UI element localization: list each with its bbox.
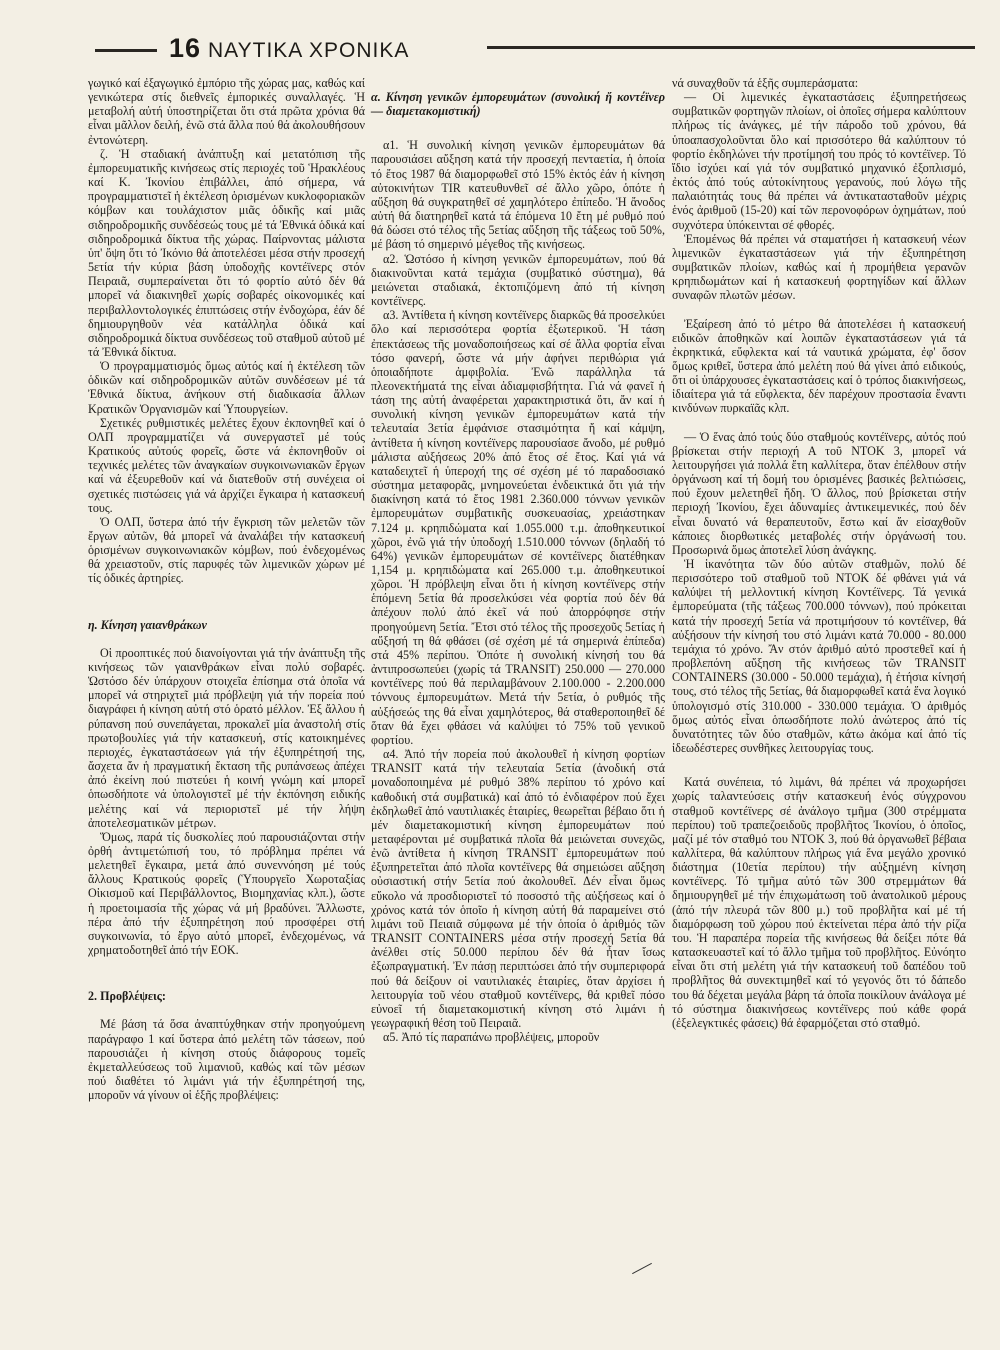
paragraph: α5. Ἀπό τίς παραπάνω προβλέψεις, μποροῦν xyxy=(383,1030,600,1045)
text-column-2 xyxy=(371,76,665,1044)
paragraph: Μέ βάση τά ὅσα ἀναπτύχθηκαν στήν προηγούμενη παράγραφο 1 καί ὕστερα ἀπό μελέτη τῶν τάσεων, πού παρουσιάζει ἡ κίνηση στούς διάφορους τομεῖς ἐκμεταλλεύσεως τοῦ λιμανιοῦ, καθώς καί τῶν μέσων πού διαθέτει τό λιμάνι γιά τήν ἐξυπηρέτησή της, μποροῦν νά γίνουν οἱ ἑξῆς προβλέψεις: xyxy=(88,1017,365,1103)
paragraph: α3. Ἀντίθετα ἡ κίνηση κοντέϊνερς διαρκῶς θά προσελκύει ὅλο καί περισσότερα φορτία ἐξωτερικοῦ. Ἡ τάση ἐπεκτάσεως τῆς μοναδοποιήσεως καί σέ ἄλλα φορτία εἶναι τόσο φανερή, ὥστε νά μήν ἀφήνει περιθώρια γιά ὁποιαδήποτε ἀμφιβολία. Ἐνῶ παράλληλα τά πλεονεκτήματά της εἶναι ἀδιαμφισβήτητα. Γιά νά φανεῖ ἡ τάση της αὐτή ἀναφέρεται χαρακτηριστικά ὅτι, ἄν καί ἡ συνολική κίνηση γενικῶν ἐμπορευμάτων κατά τήν τελευταία 3ετία ἐμφάνισε στασιμότητα ἤ καί κάμψη, ἀντίθετα ἡ κίνηση κοντέϊνερς παρουσίασε ἄνοδο, μέ ρυθμό μάλιστα αὐξήσεως 20% ἀπό ἔτος σέ ἔτος. Καί γιά νά καταδειχτεῖ ἡ ὑπεροχή της σέ σχέση μέ τό παραδοσιακό σύστημα μεταφορᾶς, μνημονεύεται ἐνδεικτικά ὅτι γιά τήν διακίνηση κατά τό ἔτος 1981 2.360.000 τόννων γενικῶν ἐμπορευμάτων συμβατικῆς συσκευασίας, χρειάστηκαν 7.124 μ. κρηπιδώματα καί 1.055.000 τ.μ. ἀποθηκευτικοί χῶροι, ἐνῶ γιά τήν ὑποδοχή 1.510.000 τόννων (δηλαδή τό 64%) γενικῶν ἐμπορευμάτων σέ κοντέϊνερς διατέθηκαν 1,154 μ. κρηπιδώματα καί 265.000 τ.μ. ἀποθηκευτικοί χῶροι. Ἡ πρόβλεψη εἶναι ὅτι ἡ κίνηση κοντέϊνερς στήν ἑπόμενη 5ετία θά προσελκύσει νέα φορτία πού δέν θά ἀπέχουν πολύ ἀπό ἐκεῖ νά πού ἀπορρόφησε στήν προηγούμενη 5ετία. Ἔτσι στό τέλος τῆς προσεχοῦς 5ετίας ἡ αὔξησή τη θά φθάσει (σέ σχέση μέ τά σημερινά ἐπίπεδα) στά 45% περίπου. Ὁπότε ἡ συνολική κίνησή του θά ἀντιπροσωπεύει (χωρίς τά TRANSIT) 250.000 — 270.000 κοντέϊνερς πού θά περιλαμβάνουν 2.100.000 - 2.200.000 τόννους ἐμπορευμάτων. Μετά τήν 5ετία, ὁ ρυθμός τῆς αὐξήσεώς της θά εἶναι χαμηλότερος, θά σταθεροποιηθεῖ δέ ὅταν θά ἔχει φθάσει νά καλύψει τό 75% τοῦ γενικοῦ φορτίου. xyxy=(371,308,665,747)
paragraph: — Ὁ ἕνας ἀπό τούς δύο σταθμούς κοντέϊνερς, αὐτός πού βρίσκεται στήν περιοχή Α τοῦ ΝΤΟΚ 3, μπορεῖ νά λειτουργήσει γιά πολλά ἔτη καλλίτερα, ὅταν ἐπέλθουν στήν ὀργάνωση καί τή δομή του ὁρισμένες βασικές βελτιώσεις, πού ἔχουν μελετηθεῖ ἤδη. Ὁ ἄλλος, πού βρίσκεται στήν περιοχή Ἰκονίου, ἔχει ἀδυναμίες ἀντικειμενικές, πού δέν εἶναι δυνατό νά θεραπευτοῦν, ἔστω καί ἄν εἰσαχθοῦν κάποιες διορθωτικές μεταβολές στήν ὀργάνωσή του. Προσωρινά ὅμως ἀποτελεῖ λύση ἀνάγκης. xyxy=(672,429,966,557)
paragraph: α1. Ἡ συνολική κίνηση γενικῶν ἐμπορευμάτων θά παρουσιάσει αὔξηση κατά τήν προσεχή πενταετία, ἡ ὁποία τό ἔτος 1987 θά διαμορφωθεῖ στό 15% ἐκτός ἐάν ἡ κίνηση αὐτοκινήτων TIR κατευθυνθεῖ σέ ἄλλο χῶρο, ὁπότε ἡ αὔξηση θά συγκρατηθεῖ σέ χαμηλότερο ἐπίπεδο. Ἡ ἄνοδος αὐτή θά διατηρηθεῖ κατά τά ἑπόμενα 10 ἔτη μέ ρυθμό πού θά δώσει στό τέλος τῆς 5ετίας αὔξηση τῆς τάξεως τοῦ 50%, μέ βάση τό σημερινό μέγεθος τῆς κινήσεως. xyxy=(371,138,665,252)
continuation-mark xyxy=(632,1263,652,1274)
paragraph: νά συναχθοῦν τά ἑξῆς συμπεράσματα: xyxy=(672,76,859,90)
text-column-3 xyxy=(672,76,966,1030)
paragraph: Ἑπομένως θά πρέπει νά σταματήσει ἡ κατασκευή νέων λιμενικῶν ἐγκαταστάσεων γιά τήν ἐξυπηρέτηση συμβατικῶν πλοίων, καθώς καί ἡ προμήθεια γερανῶν κρηπιδωμάτων καί ἡ κατασκευή φορτηγίδων καί ἄλλων συναφῶν πλωτῶν μέσων. xyxy=(672,231,966,303)
paragraph: α2. Ὡστόσο ἡ κίνηση γενικῶν ἐμπορευμάτων, πού θά διακινοῦνται κατά τεμάχια (συμβατικό σύστημα), θά μειώνεται σταδιακά, ἐκτοπιζόμενη ἀπό τή κίνηση κοντέϊνερς. xyxy=(371,251,665,309)
page-header xyxy=(95,33,975,68)
paragraph: Ἐξαίρεση ἀπό τό μέτρο θά ἀποτελέσει ἡ κατασκευή ειδικῶν ἀποθηκῶν καί λοιπῶν ἐγκαταστάσεων γιά τά ἐκρηκτικά, εὔφλεκτα καί τά ναυτικά χρώματα, ἐφ' ὅσον ὅμως κριθεῖ, ὕστερα ἀπό μελέτη πού θά γίνει ἀπό ειδικούς, ὅτι οἱ ὑπάρχουσες ἐγκαταστάσεις καί ὁ τρόπος διακινήσεως, ἰδιαίτερα γιά τά εὔφλεκτα, δέν παρέχουν προστασία ἔναντι κινδύνων πυρκαϊᾶς κλπ. xyxy=(672,316,966,416)
header-rule-left xyxy=(95,49,157,52)
section-heading-coal: η. Κίνηση γαιανθράκων xyxy=(88,617,207,632)
text-column-1 xyxy=(88,76,365,1102)
section-heading-forecasts: 2. Προβλέψεις: xyxy=(88,989,166,1004)
paragraph: γωγικό καί ἐξαγωγικό ἐμπόριο τῆς χώρας μας, καθώς καί γενικώτερα στίς διεθνεῖς ἐμπορικές συναλλαγές. Ἡ μεταβολή αὐτή ὑποστηρίζεται ὅτι στά πρῶτα χρόνια θά εἶναι μᾶλλον δειλή, ἐνῶ στά ἄλλα πού θά ἀκολουθήσουν ἐντονώτερη. xyxy=(88,76,365,147)
section-heading-general-cargo: α. Κίνηση γενικῶν ἐμπορευμάτων (συνολική ἤ κοντέϊνερ — διαμετακομιστική) xyxy=(371,90,665,119)
paragraph: Οἱ προοπτικές πού διανοίγονται γιά τήν ἀνάπτυξη τῆς κινήσεως τῶν γαιανθράκων εἶναι πολύ σοβαρές. Ὡστόσο δέν ὑπάρχουν στοιχεῖα ἐπίσημα στά ὁποῖα νά μπορεῖ νά στηριχτεῖ μιά πρόβλεψη γιά τήν πορεία πού διαγράφει ἡ κίνηση αὐτή στό ὁρατό μέλλον. Ἐξ ἄλλου ἡ ρύπανση πού συνεπάγεται, προκαλεῖ μία ἀναστολή στίς πρωτοβουλίες γιά τήν κατασκευή, στίς κατοικημένες περιοχές, ἐγκαταστάσεων γιά τήν ἐξυπηρέτησή της, ἄσχετα ἄν ἡ πραγματική ἔκταση τῆς ρυπάνσεως ἀπέχει ἀπό ἐκείνη πού πιστεύει ἡ κοινή γνώμη καί μπορεῖ ὁπωσδήποτε νά ὑπολογιστεῖ μέ τήν ἐκπόνηση ειδικής μελέτης καί νά περιοριστεῖ μέ τήν λήψη ἀποτελεσματικῶν μέτρων. xyxy=(88,645,365,830)
paragraph: Κατά συνέπεια, τό λιμάνι, θά πρέπει νά προχωρήσει χωρίς ταλαντεύσεις στήν κατασκευή ἑνός σύγχρονου σταθμοῦ κοντέϊνερς σέ ἀνάλογο τμῆμα (300 στρέμματα περίπου) τοῦ τραπεζοειδοῦς προβλῆτος Ἰκονίου, ὁ ὁποῖος, μαζί μέ τόν σταθμό του ΝΤΟΚ 3, πού θά ὀργανωθεῖ βέβαια καλλίτερα, θά καλύπτουν πλήρως γιά ἕνα μεγάλο χρονικό διάστημα (10ετία περίπου) τήν αὐξημένη κίνηση κοντέϊνερς. Τό τμῆμα αὐτό τῶν 300 στρεμμάτων θά δημιουργηθεῖ μέ τήν ἐπιχωμάτωση τοῦ ἀνατολικοῦ μέρους (ἀπό τήν πλευρά τῶν 800 μ.) τοῦ προβλῆτα καί μέ τή διαμόρφωση τοῦ χώρου πού ἐκτείνεται πέρα ἀπό τήν ρίζα του. Ἡ παραπέρα πορεία τῆς κινήσεως θά δείξει πότε θά κατασκευαστεῖ καί τό ἄλλο τμῆμα τοῦ προβλῆτος. Εὐνόητο εἶναι ὅτι στή μελέτη γιά τήν κατασκευή τοῦ δαπέδου τοῦ προβλῆτος θά συνεκτιμηθεῖ καί τό γεγονός ὅτι τό δάπεδο του θά δέχεται μεγάλα βάρη τά ὁποῖα ποικίλουν ἀνάλογα μέ τό σύστημα διακινήσεως κοντέϊνερς πού κάθε φορά (ἐξελεγκτικές φάσεις) θά ἐφαρμόζεται στό σταθμό. xyxy=(672,775,966,1030)
paragraph: Ὁ ΟΛΠ, ὕστερα ἀπό τήν ἔγκριση τῶν μελετῶν τῶν ἔργων αὐτῶν, θά μπορεῖ νά ἀναλάβει τήν κατασκευή ὁρισμένων συγκοινωνιακῶν κόμβων, πού ἐνδεχομένως θά χρειαστοῦν, στίς παρυφές τῶν λιμενικῶν χώρων μέ τίς ὁδικές ἀρτηρίες. xyxy=(88,514,365,586)
paragraph: Σχετικές ρυθμιστικές μελέτες ἔχουν ἐκπονηθεῖ καί ὁ ΟΛΠ προγραμματίζει νά συνεργαστεῖ μέ τούς Κρατικούς αὐτούς φορεῖς, ὥστε νά ἐκπονηθοῦν οἱ τεχνικές μελέτες τῶν ἀναγκαίων συγκοινωνιακῶν ἔργων καί νά ἐξευρεθοῦν καί νά διατεθοῦν στή συνέχεια οἱ σχετικές πιστώσεις γιά νά ἀρχίζει ἔγκαιρα ἡ κατασκευή τους. xyxy=(88,415,365,515)
paragraph: ζ. Ἡ σταδιακή ἀνάπτυξη καί μετατόπιση τῆς ἐμπορευματικῆς κινήσεως στίς περιοχές τοῦ Ἡρακλέους καί Κ. Ἰκονίου ἐπιβάλλει, ἀπό σήμερα, νά προγραμματιστεῖ ἡ ἐκτέλεση ὁρισμένων κυκλοφοριακῶν κόμβων και τουλάχιστον μιᾶς ὁδικῆς καί μιᾶς σιδηροδρομικῆς συνδέσεώς τους μέ τά Ἐθνικά ὁδικά καί σιδηροδρομικά δίκτυα τῆς χώρας. Παίρνοντας μάλιστα ὑπ' ὄψη ὅτι τό Ἰκόνιο θά ἀποτελέσει μέσα στήν προσεχή 5ετία τήν κύρια βάση ὑποδοχῆς κοντέϊνερς στόν Πειραιᾶ, συμπεραίνεται ὅτι τό φορτίο αὐτό δέν θά μπορεῖ νά διακινηθεῖ χωρίς σοβαρές οἰκονομικές καί περιβαλλοντολογικές ἐπιπτώσεις στήν ἐνδοχώρα, ἐάν δέ δημιουργηθοῦν νέα κατάλληλα ὁδικά καί σιδηροδρομικά δίκτυα συνδέσεως τοῦ σταθμοῦ αὐτοῦ μέ τά Ἐθνικά δίκτυα. xyxy=(88,146,365,359)
page-number: 16 xyxy=(169,33,202,63)
magazine-title: ΝΑΥΤΙΚΑ ΧΡΟΝΙΚΑ xyxy=(208,39,410,62)
paragraph: — Οἱ λιμενικές ἐγκαταστάσεις ἐξυπηρετήσεως συμβατικῶν φορτηγῶν πλοίων, οἱ ὁποῖες σήμερα καλύπτουν πλήρως τίς ἀνάγκες, μέ τήν πάροδο τοῦ χρόνου, θά ὑποαπασχολοῦνται ὅλο καί πρισσότερο θά καλύπτουν τό φορτίο ἐκδηλώνει τήν προτίμησή του πρός τό κοντέϊνερ. Τό ἴδιο ἰσχύει καί γιά τόν συμβατικό μηχανικό ἐξοπλισμό, ἐκτός ἀπό τούς αὐτοκίνητους γερανούς, πού λόγω τῆς παλαιότητάς τους θά πρέπει νά ἀντικατασταθοῦν μέχρις ἑνός ἀριθμοῦ (15-20) καί τῶν περονοφόρων ὀχημάτων, πού συχνότερα ὑπόκεινται σέ φθορές. xyxy=(672,90,966,232)
paragraph: Ἡ ἱκανότητα τῶν δύο αὐτῶν σταθμῶν, πολύ δέ περισσότερο τοῦ σταθμοῦ τοῦ ΝΤΟΚ δέ φθάνει γιά νά καλύψει τή μελλοντική κίνηση Κοντέϊνερς. Τά γενικά ἐμπορεύματα (τῆς τάξεως 700.000 τόννων), πού πρόκειται κατά τήν προσεχή 5ετία νά προτιμήσουν τό κοντέϊνερ, θά αὐξήσουν τήν κίνησή του στό λιμάνι κατά 70.000 - 80.000 τεμάχια τό χρόνο. Ἄν στόν ἀριθμό αὐτό προστεθεῖ καί ἡ προβλεπόνη αὔξηση τῆς κινήσεως τῶν TRANSIT CONTAINERS (30.000 - 50.000 τεμάχια), ἡ ἐτήσια κίνησή τους, στό τέλος τῆς 5ετίας, θά διαμορφωθεῖ κατά ἕνα λογικό ὑπολογισμό στίς 310.000 - 330.000 τεμάχια. Ὁ ἀριθμός ὅμως αὐτός εἶναι ὁπωσδήποτε πολύ ἀνώτερος ἀπό τίς δυνατότητες τῶν δύο σταθμῶν, κάτω ἀκόμα καί ἀπό τίς ἰδεωδέστερες συνθῆκες λειτουργίας τους. xyxy=(672,557,966,756)
header-rule-right xyxy=(487,46,975,49)
paragraph: Ὁ προγραμματισμός ὅμως αὐτός καί ἡ ἐκτέλεση τῶν ὁδικῶν καί σιδηροδρομικῶν αὐτῶν συνδέσεων μέ τά Ἐθνικά δίκτυα, ἀνήκουν στή διαδικασία ἄλλων Κρατικῶν Ὀργανισμῶν καί Ὑπουργείων. xyxy=(88,359,365,416)
paragraph: Ὅμως, παρά τίς δυσκολίες πού παρουσιάζονται στήν ὀρθή ἀντιμετώπισή του, τό πρόβλημα πρέπει νά μελετηθεῖ ἔγκαιρα, μετά ἀπό συνεννόηση μέ τούς ἄλλους Κρατικούς φορεῖς (Ὑπουργεῖο Χωροταξίας Οἰκισμοῦ καί Περιβάλλοντος, Βιομηχανίας κλπ.), ὥστε ἡ προετοιμασία τῆς χώρας νά μή βραδύνει. Ἄλλωστε, πέρα ἀπό τήν ἐξυπηρέτηση πού προσφέρει στή συγκοινωνία, τό ἔργο αὐτό μπορεῖ, ἐνδεχομένως, νά χρηματοδοτηθεῖ ἀπό τήν ΕΟΚ. xyxy=(88,829,365,958)
paragraph: α4. Ἀπό τήν πορεία πού ἀκολουθεῖ ἡ κίνηση φορτίων TRANSIT κατά τήν τελευταία 5ετία (ἀνοδική στά μοναδοποιημένα μέ ρυθμό 38% περίπου τό χρόνο καί καθοδική στά συμβατικά) καί ἀπό τό ἐνδιαφέρον πού ἔχει ἐκδηλωθεῖ ἀπό ναυτιλιακές ἑταιρίες, θεωρεῖται βέβαιο ὅτι ἡ μέν διαμετακομιστική κίνηση ἐμπορευμάτων πού μεταφέρονται μέ συμβατικά πλοῖα θά μειώνεται συνεχῶς, ἐνῶ ἀντίθετα ἡ κίνηση TRANSIT ἐμπορευμάτων πού ἐξυπηρετεῖται ἀπό πλοῖα κοντέϊνερς θά σημειώσει αὔξηση οὐσιαστική στήν 5ετία πού ἀκολουθεῖ. Δέν εἶναι ὅμως εὔκολο νά προσδιοριστεῖ τό ποσοστό τῆς αὐξήσεως καί ὁ χρόνος κατά τόν ὁποῖο ἡ κίνηση αὐτή θά παραμείνει στό λιμάνι τοῦ Πειαιᾶ σύμφωνα μέ τήν ὁποία ὁ ἀριθμός τῶν TRANSIT CONTAINERS μέσα στήν προσεχή 5ετία θά ἀνέλθει στίς 50.000 περίπου δέν θά ἦταν ἴσως ἐξωπραγματική. Ἐν πάσῃ περιπτώσει ἀπό τήν συμπεριφορά πού θά δείξουν οἱ ναυτιλιακές ἑταιρίες, ὅταν ἀρχίσει ἡ λειτουργία τοῦ νέου σταθμοῦ κοντέϊνερς, θά κριθεῖ πόσο εὐνοεῖ τή διαμετακομιστική κίνηση στό λιμάνι ἡ γεωγραφική θέση τοῦ Πειραιᾶ. xyxy=(371,747,665,1030)
